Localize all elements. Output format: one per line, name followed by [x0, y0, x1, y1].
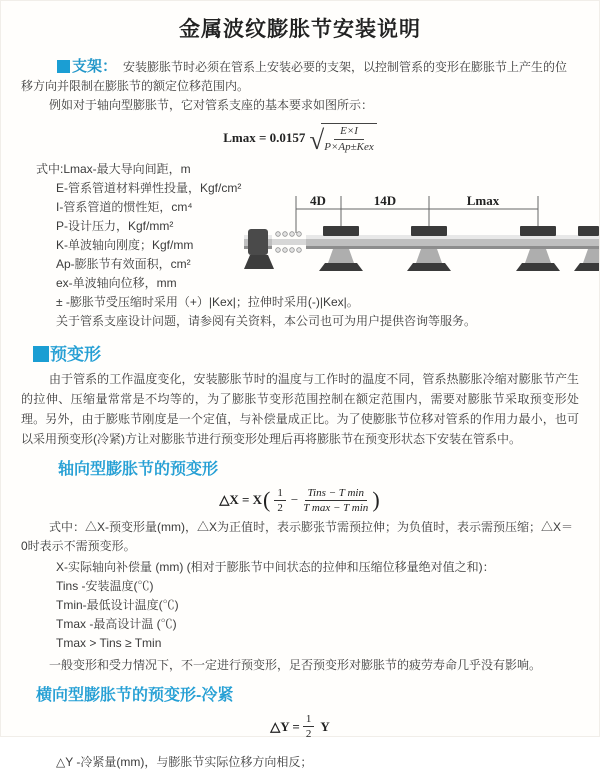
section-bullet-icon	[57, 60, 70, 73]
definition-line: 式中:Lmax-最大导向间距，m	[36, 161, 191, 176]
lateral-formula-rhs: Y	[320, 718, 330, 734]
one-half-fraction	[303, 713, 315, 740]
definition-line: E-管系管道材料弹性投量，Kgf/cm²	[56, 180, 242, 195]
definition-line: I-管系管道的惯性矩，cm⁴	[56, 199, 193, 214]
fraction-numerator: 1	[303, 713, 315, 727]
variable-line: Tmin-最低设计温度(℃)	[56, 598, 179, 612]
temperature-fraction	[303, 487, 368, 514]
lateral-coldpull-formula	[21, 713, 579, 740]
section-bullet-icon	[33, 346, 49, 362]
variable-line: Tmax -最高设计温 (℃)	[56, 617, 177, 631]
guide-spacing-formula	[21, 123, 579, 156]
bellows-icon	[272, 232, 306, 253]
one-half-fraction	[274, 487, 286, 514]
support-intro-text: 安装膨胀节时必须在管系上安装必要的支架，以控制管系的变形在膨胀节上产生的位移方向并限制在膨胀节的额定位移范围内。	[21, 60, 568, 93]
variable-line: Tins -安装温度(℃)	[56, 579, 154, 593]
axial-variable-list	[56, 558, 579, 653]
fraction-denominator: 2	[305, 728, 312, 741]
axial-formula-lhs: △X = X	[219, 492, 263, 508]
support-section-paragraph	[21, 57, 579, 96]
definition-line: P-设计压力，Kgf/mm²	[56, 218, 174, 233]
definition-line: ± -膨胀节受压缩时采用（+）|Kex|；拉伸时采用(-)|Kex|。	[56, 294, 359, 309]
fraction-numerator: E×I	[334, 125, 364, 140]
fraction-denominator: P×Ap±Kex	[324, 140, 374, 153]
axial-predeform-formula	[21, 487, 579, 514]
fraction-denominator: T max − T min	[303, 501, 369, 514]
fraction-numerator: Tins − T min	[305, 487, 367, 501]
document-content	[1, 57, 599, 772]
fraction-numerator: 1	[274, 487, 286, 501]
dimension-label-4d: 4D	[310, 193, 326, 208]
support-example-text: 例如对于轴向型膨胀节，它对管系支座的基本要求如图所示：	[49, 98, 374, 112]
formula-lhs: Lmax = 0.0157	[223, 129, 306, 145]
predeform-heading-label: 预变形	[50, 344, 101, 364]
definition-line: ex-单波轴向位移，mm	[56, 275, 177, 290]
variable-line: X-实际轴向补偿量 (mm) (相对于膨胀节中间状态的拉伸和压缩位移量绝对值之和)：	[56, 560, 495, 574]
predeform-section-heading	[33, 340, 579, 364]
axial-section-heading: 轴向型膨胀节的预变形	[58, 460, 219, 478]
variable-line: Tmax > Tins ≥ Tmin	[56, 636, 162, 650]
radical-sign: √	[309, 124, 325, 155]
lateral-note-text: △Y -冷紧量(mm)，与膨胀节实际位移方向相反；	[56, 755, 313, 770]
formula-fraction	[321, 123, 377, 153]
lateral-section-heading: 横向型膨胀节的预变形-冷紧	[36, 687, 234, 704]
axial-note-text: 一般变形和受力情况下，不一定进行预变形，足否预变形对膨胀节的疲劳寿命几乎没有影响。	[49, 658, 542, 672]
definition-line: 关于管系支座设计问题，请参阅有关资料，本公司也可为用户提供咨询等服务。	[56, 313, 477, 328]
lateral-formula-lhs: △Y =	[270, 718, 300, 734]
page-title: 金属波纹膨胀节安装说明	[179, 18, 421, 41]
dimension-label-lmax: Lmax	[466, 193, 500, 208]
open-paren: (	[263, 487, 271, 513]
definition-line: Ap-膨胀节有效面积，cm²	[56, 256, 191, 271]
axial-formula-explanation: 式中：△X-预变形量(mm)，△X为正值时，表示膨张节需预拉伸；为负值时，表示需预压缩；△X＝0时表示不需预变形。	[21, 520, 573, 553]
dimension-label-14d: 14D	[373, 193, 397, 208]
support-section-label: 支架：	[72, 58, 118, 75]
fraction-denominator: 2	[277, 501, 283, 514]
definition-line: K-单波轴向刚度；Kgf/mm	[56, 237, 194, 252]
predeform-body-text: 由于管系的工作温度变化，安装膨胀节时的温度与工作时的温度不同，管系热膨胀冷缩对膨胀节产生的拉伸、压缩量常常是不均等的，为了膨胀节变形范围控制在额定范围内，需要对膨胀节采取预变形处理。另外，由于膨账节刚度是一个定值，与补偿量成正比。为了使膨胀节位移对管系的作用力最小，也可以采用预变形(冷紧)方让对膨胀节进行预变形处理后再将膨胀节在预变形状态下安装在管系中。	[21, 371, 579, 446]
close-paren: )	[372, 487, 380, 513]
minus-sign: −	[290, 492, 299, 508]
pipe-support-diagram	[244, 193, 599, 278]
